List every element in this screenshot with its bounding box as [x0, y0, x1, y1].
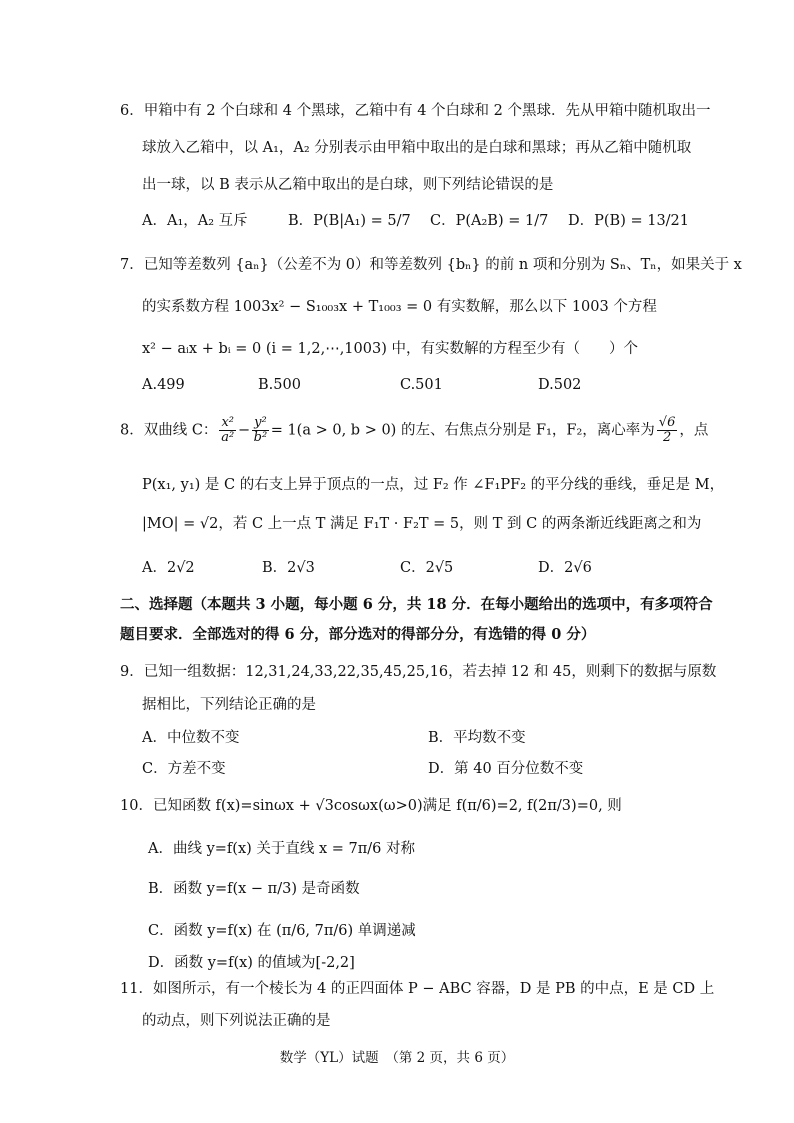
q10-option-b: B．函数 y=f(x − π/3) 是奇函数	[148, 881, 360, 897]
q8-option-b: B．2√3	[262, 560, 315, 576]
q8-frac-e: $\frac{√6}{2}$	[658, 415, 676, 445]
q9-option-a: A．中位数不变	[142, 730, 240, 746]
q10-option-d: D．函数 y=f(x) 的值域为[-2,2]	[148, 955, 355, 971]
q8-option-d: D．2√6	[538, 560, 592, 576]
q10-option-c: C．函数 y=f(x) 在 (π/6, 7π/6) 单调递减	[148, 923, 416, 939]
q9-line1: 9．已知一组数据：12,31,24,33,22,35,45,25,16，若去掉 12 和 45，则剩下的数据与原数	[120, 664, 717, 680]
q8-line1-post: ，点	[679, 422, 709, 439]
q11-line1: 11．如图所示，有一个棱长为 4 的正四面体 P − ABC 容器，D 是 PB 的中点，E 是 CD 上	[120, 981, 715, 997]
q7-option-d: D.502	[538, 377, 582, 393]
q10-option-a: A．曲线 y=f(x) 关于直线 x = 7π/6 对称	[148, 841, 416, 857]
q7-option-a: A.499	[142, 377, 185, 393]
q9-option-b: B．平均数不变	[428, 730, 526, 746]
q6-line1: 6．甲箱中有 2 个白球和 4 个黑球，乙箱中有 4 个白球和 2 个黑球．先从甲箱中随机取出一	[120, 103, 711, 119]
q8-option-c: C．2√5	[400, 560, 454, 576]
q11-line2: 的动点，则下列说法正确的是	[142, 1013, 331, 1029]
q6-option-b: B．P(B|A₁) = 5/7	[288, 213, 411, 229]
q7-option-c: C.501	[400, 377, 443, 393]
q8-line1: 8．双曲线 C： $\frac{\text{x²}}{\text{a²}}$ − $\frac{\text{y²}}{\text{b²}}$ = 1(a > 0, b > 0) 的左、右焦点分别是 F₁，F₂，离心率为 $\frac{√6}{2}$ ，点	[120, 415, 709, 445]
q6-option-c: C．P(A₂B) = 1/7	[430, 213, 549, 229]
q7-option-b: B.500	[258, 377, 301, 393]
q6-option-d: D．P(B) = 13/21	[568, 213, 690, 229]
q8-line1-pre: 8．双曲线 C：	[120, 422, 218, 439]
q9-option-d: D．第 40 百分位数不变	[428, 761, 584, 777]
q6-line3: 出一球，以 B 表示从乙箱中取出的是白球，则下列结论错误的是	[142, 177, 554, 193]
q9-line2: 据相比，下列结论正确的是	[142, 697, 316, 713]
section2-line1: 二、选择题（本题共 3 小题，每小题 6 分，共 18 分．在每小题给出的选项中，有多项符合	[120, 596, 713, 613]
q8-frac-x: $\frac{\text{x²}}{\text{a²}}$	[221, 415, 235, 445]
q9-option-c: C．方差不变	[142, 761, 226, 777]
q8-line1-mid: = 1(a > 0, b > 0) 的左、右焦点分别是 F₁，F₂，离心率为	[270, 422, 655, 439]
section2-line2: 题目要求．全部选对的得 6 分，部分选对的得部分分，有选错的得 0 分）	[120, 626, 596, 643]
q6-option-a: A．A₁，A₂ 互斥	[142, 213, 248, 229]
q7-line2: 的实系数方程 1003x² − S₁₀₀₃x + T₁₀₀₃ = 0 有实数解，那么以下 1003 个方程	[142, 299, 657, 315]
q7-line3: x² − aᵢx + bᵢ = 0 (i = 1,2,⋯,1003) 中，有实数解的方程至少有（ ）个	[142, 341, 638, 357]
q10-line1: 10．已知函数 f(x)=sinωx + √3cosωx(ω>0)满足 f(π/6)=2, f(2π/3)=0, 则	[120, 798, 622, 814]
q8-frac-y: $\frac{\text{y²}}{\text{b²}}$	[253, 415, 268, 445]
page-footer: 数学（YL）试题 （第 2 页，共 6 页）	[279, 1050, 515, 1066]
q8-line3: |MO| = √2，若 C 上一点 T 满足 F₁T · F₂T = 5，则 T 到 C 的两条渐近线距离之和为	[142, 516, 702, 532]
q7-line1: 7．已知等差数列 {aₙ}（公差不为 0）和等差数列 {bₙ} 的前 n 项和分别为 Sₙ、Tₙ，如果关于 x	[120, 257, 742, 273]
q8-line2: P(x₁, y₁) 是 C 的右支上异于顶点的一点，过 F₂ 作 ∠F₁PF₂ 的平分线的垂线，垂足是 M，	[142, 477, 725, 493]
q6-line2: 球放入乙箱中，以 A₁，A₂ 分别表示由甲箱中取出的是白球和黑球；再从乙箱中随机取	[142, 140, 692, 156]
q8-option-a: A．2√2	[142, 560, 195, 576]
